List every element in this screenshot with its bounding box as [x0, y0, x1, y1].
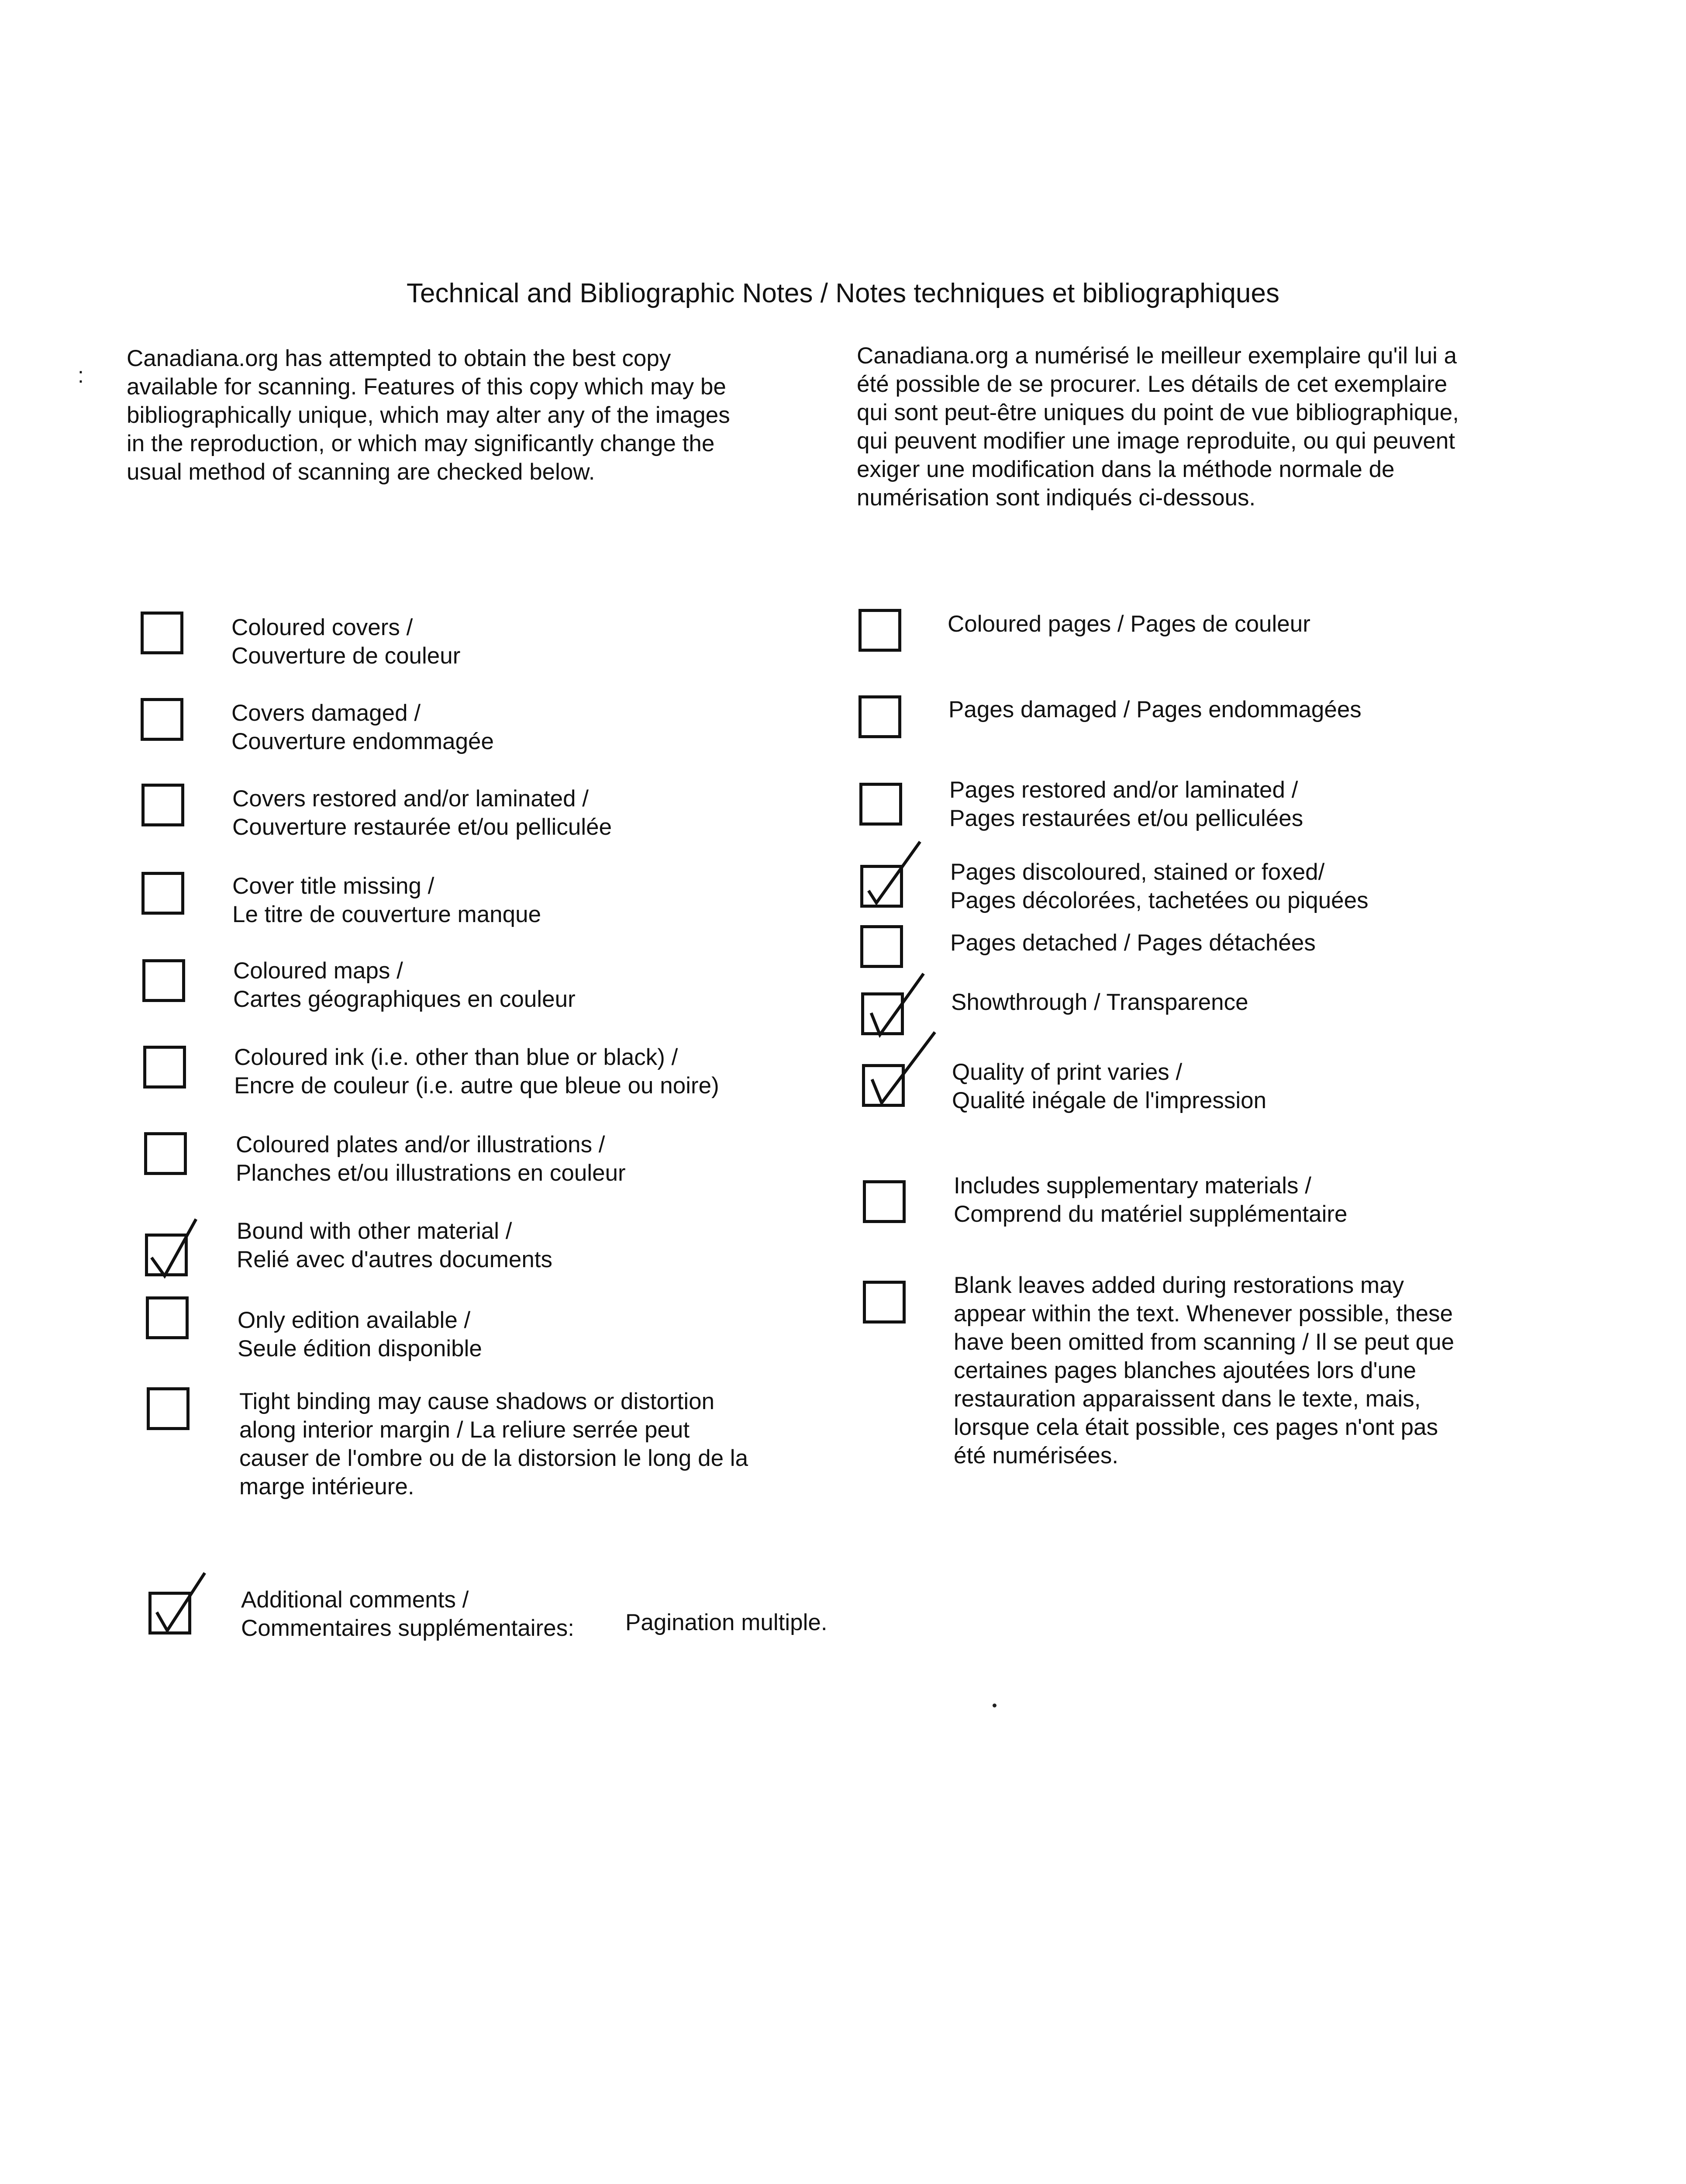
checklist-item-pages-discoloured[interactable]: [860, 859, 1369, 915]
checklist-item-coloured-plates[interactable]: [144, 1132, 626, 1187]
item-label: Only edition available / Seule édition disponible: [238, 1307, 482, 1362]
checkmark-icon: [860, 969, 943, 1044]
checklist-item-additional-comments[interactable]: [148, 1587, 574, 1642]
item-label: Tight binding may cause shadows or distortion along interior margin / La reliure serrée peut causer de l'ombre ou de la distorsion le long de la marge intérieure.: [239, 1389, 748, 1500]
checkbox[interactable]: [860, 925, 903, 968]
checkbox[interactable]: [863, 1180, 906, 1223]
checkbox[interactable]: [143, 1046, 186, 1089]
checkbox[interactable]: [862, 1064, 905, 1107]
checkbox[interactable]: [147, 1387, 190, 1430]
item-label: Pages damaged / Pages endommagées: [948, 697, 1362, 722]
checklist-item-covers-damaged[interactable]: [141, 698, 494, 756]
checklist-item-bound-with-other-material[interactable]: [145, 1218, 553, 1276]
checkbox[interactable]: [142, 959, 185, 1002]
checklist-item-pages-restored[interactable]: [859, 777, 1303, 833]
margin-mark: :: [78, 363, 84, 387]
item-label: Showthrough / Transparence: [951, 989, 1248, 1015]
checkbox[interactable]: [145, 1234, 188, 1276]
checklist-item-pages-damaged[interactable]: [859, 695, 1362, 738]
item-label: Additional comments / Commentaires supplémentaires:: [241, 1587, 574, 1641]
item-label: Coloured maps / Cartes géographiques en couleur: [233, 958, 576, 1012]
item-label: Covers restored and/or laminated / Couverture restaurée et/ou pelliculée: [232, 786, 612, 840]
checklist-item-showthrough[interactable]: [861, 989, 1248, 1035]
checklist-item-coloured-ink[interactable]: [143, 1046, 719, 1100]
checklist-item-only-edition[interactable]: [146, 1296, 482, 1363]
checkbox[interactable]: [863, 1281, 906, 1324]
item-label: Covers damaged / Couverture endommagée: [231, 700, 494, 754]
item-label: Pages restored and/or laminated / Pages restaurées et/ou pelliculées: [949, 777, 1303, 831]
checkmark-icon: [147, 1569, 230, 1643]
item-label: Coloured ink (i.e. other than blue or black) / Encre de couleur (i.e. autre que bleue ou noire): [234, 1044, 719, 1099]
checkmark-icon: [144, 1210, 227, 1285]
checklist-item-covers-restored[interactable]: [141, 784, 612, 841]
checklist-item-quality-of-print[interactable]: [862, 1059, 1267, 1115]
checkbox[interactable]: [141, 872, 184, 915]
intro-english: Canadiana.org has attempted to obtain the best copy available for scanning. Features of this copy which may be bibliographically unique, which may alter any of the images in the reproduction, or which may significantly change the usual method of scanning are checked below.: [127, 346, 730, 485]
additional-comments-value: Pagination multiple.: [625, 1610, 827, 1635]
item-label: Pages detached / Pages détachées: [950, 930, 1316, 956]
item-label: Includes supplementary materials / Comprend du matériel supplémentaire: [954, 1173, 1348, 1227]
checklist-item-coloured-pages[interactable]: [859, 609, 1310, 652]
checklist-item-coloured-maps[interactable]: [142, 959, 576, 1013]
checkbox[interactable]: [859, 783, 902, 826]
checklist-item-supplementary-materials[interactable]: [863, 1173, 1348, 1228]
item-label: Cover title missing / Le titre de couverture manque: [232, 873, 541, 927]
item-label: Coloured covers / Couverture de couleur: [231, 615, 461, 669]
checkbox[interactable]: [860, 865, 903, 908]
checkmark-icon: [861, 1041, 944, 1115]
checkbox[interactable]: [141, 784, 184, 826]
checkbox[interactable]: [144, 1132, 187, 1175]
checkbox[interactable]: [148, 1592, 191, 1635]
item-label: Bound with other material / Relié avec d'autres documents: [237, 1218, 553, 1272]
intro-french: Canadiana.org a numérisé le meilleur exemplaire qu'il lui a été possible de se procurer. Les détails de cet exemplaire qui sont peut-être uniques du point de vue bibliographique, qui peuvent modifier une image reproduite, ou qui peuvent exiger une modification dans la méthode normale de numérisation sont indiqués ci-dessous.: [857, 343, 1459, 511]
checkbox[interactable]: [146, 1296, 189, 1339]
checkbox[interactable]: [861, 992, 904, 1035]
checklist-item-blank-leaves[interactable]: [863, 1272, 1455, 1470]
page-title: Technical and Bibliographic Notes / Notes techniques et bibliographiques: [406, 278, 1279, 308]
item-label: Coloured plates and/or illustrations / Planches et/ou illustrations en couleur: [236, 1132, 626, 1186]
checkmark-icon: [859, 842, 942, 916]
checkbox[interactable]: [859, 695, 901, 738]
speck: [993, 1704, 996, 1707]
checkbox[interactable]: [141, 612, 183, 654]
checklist-item-cover-title-missing[interactable]: [141, 872, 541, 929]
checklist-item-tight-binding[interactable]: [147, 1387, 748, 1501]
checklist-item-coloured-covers[interactable]: [141, 612, 460, 670]
checkbox[interactable]: [859, 609, 901, 652]
item-label: Coloured pages / Pages de couleur: [948, 611, 1310, 637]
item-label: Quality of print varies / Qualité inégale de l'impression: [952, 1059, 1267, 1113]
item-label: Pages discoloured, stained or foxed/ Pages décolorées, tachetées ou piquées: [950, 859, 1369, 913]
item-label: Blank leaves added during restorations may appear within the text. Whenever possible, these have been omitted from scanning / Il se peut que certaines pages blanches ajoutées lors d'une restauration apparaissent dans le texte, mais, lorsque cela était possible, ces pages n'ont pas été numérisées.: [954, 1272, 1455, 1469]
checkbox[interactable]: [141, 698, 183, 741]
checklist-item-pages-detached[interactable]: [860, 925, 1316, 968]
